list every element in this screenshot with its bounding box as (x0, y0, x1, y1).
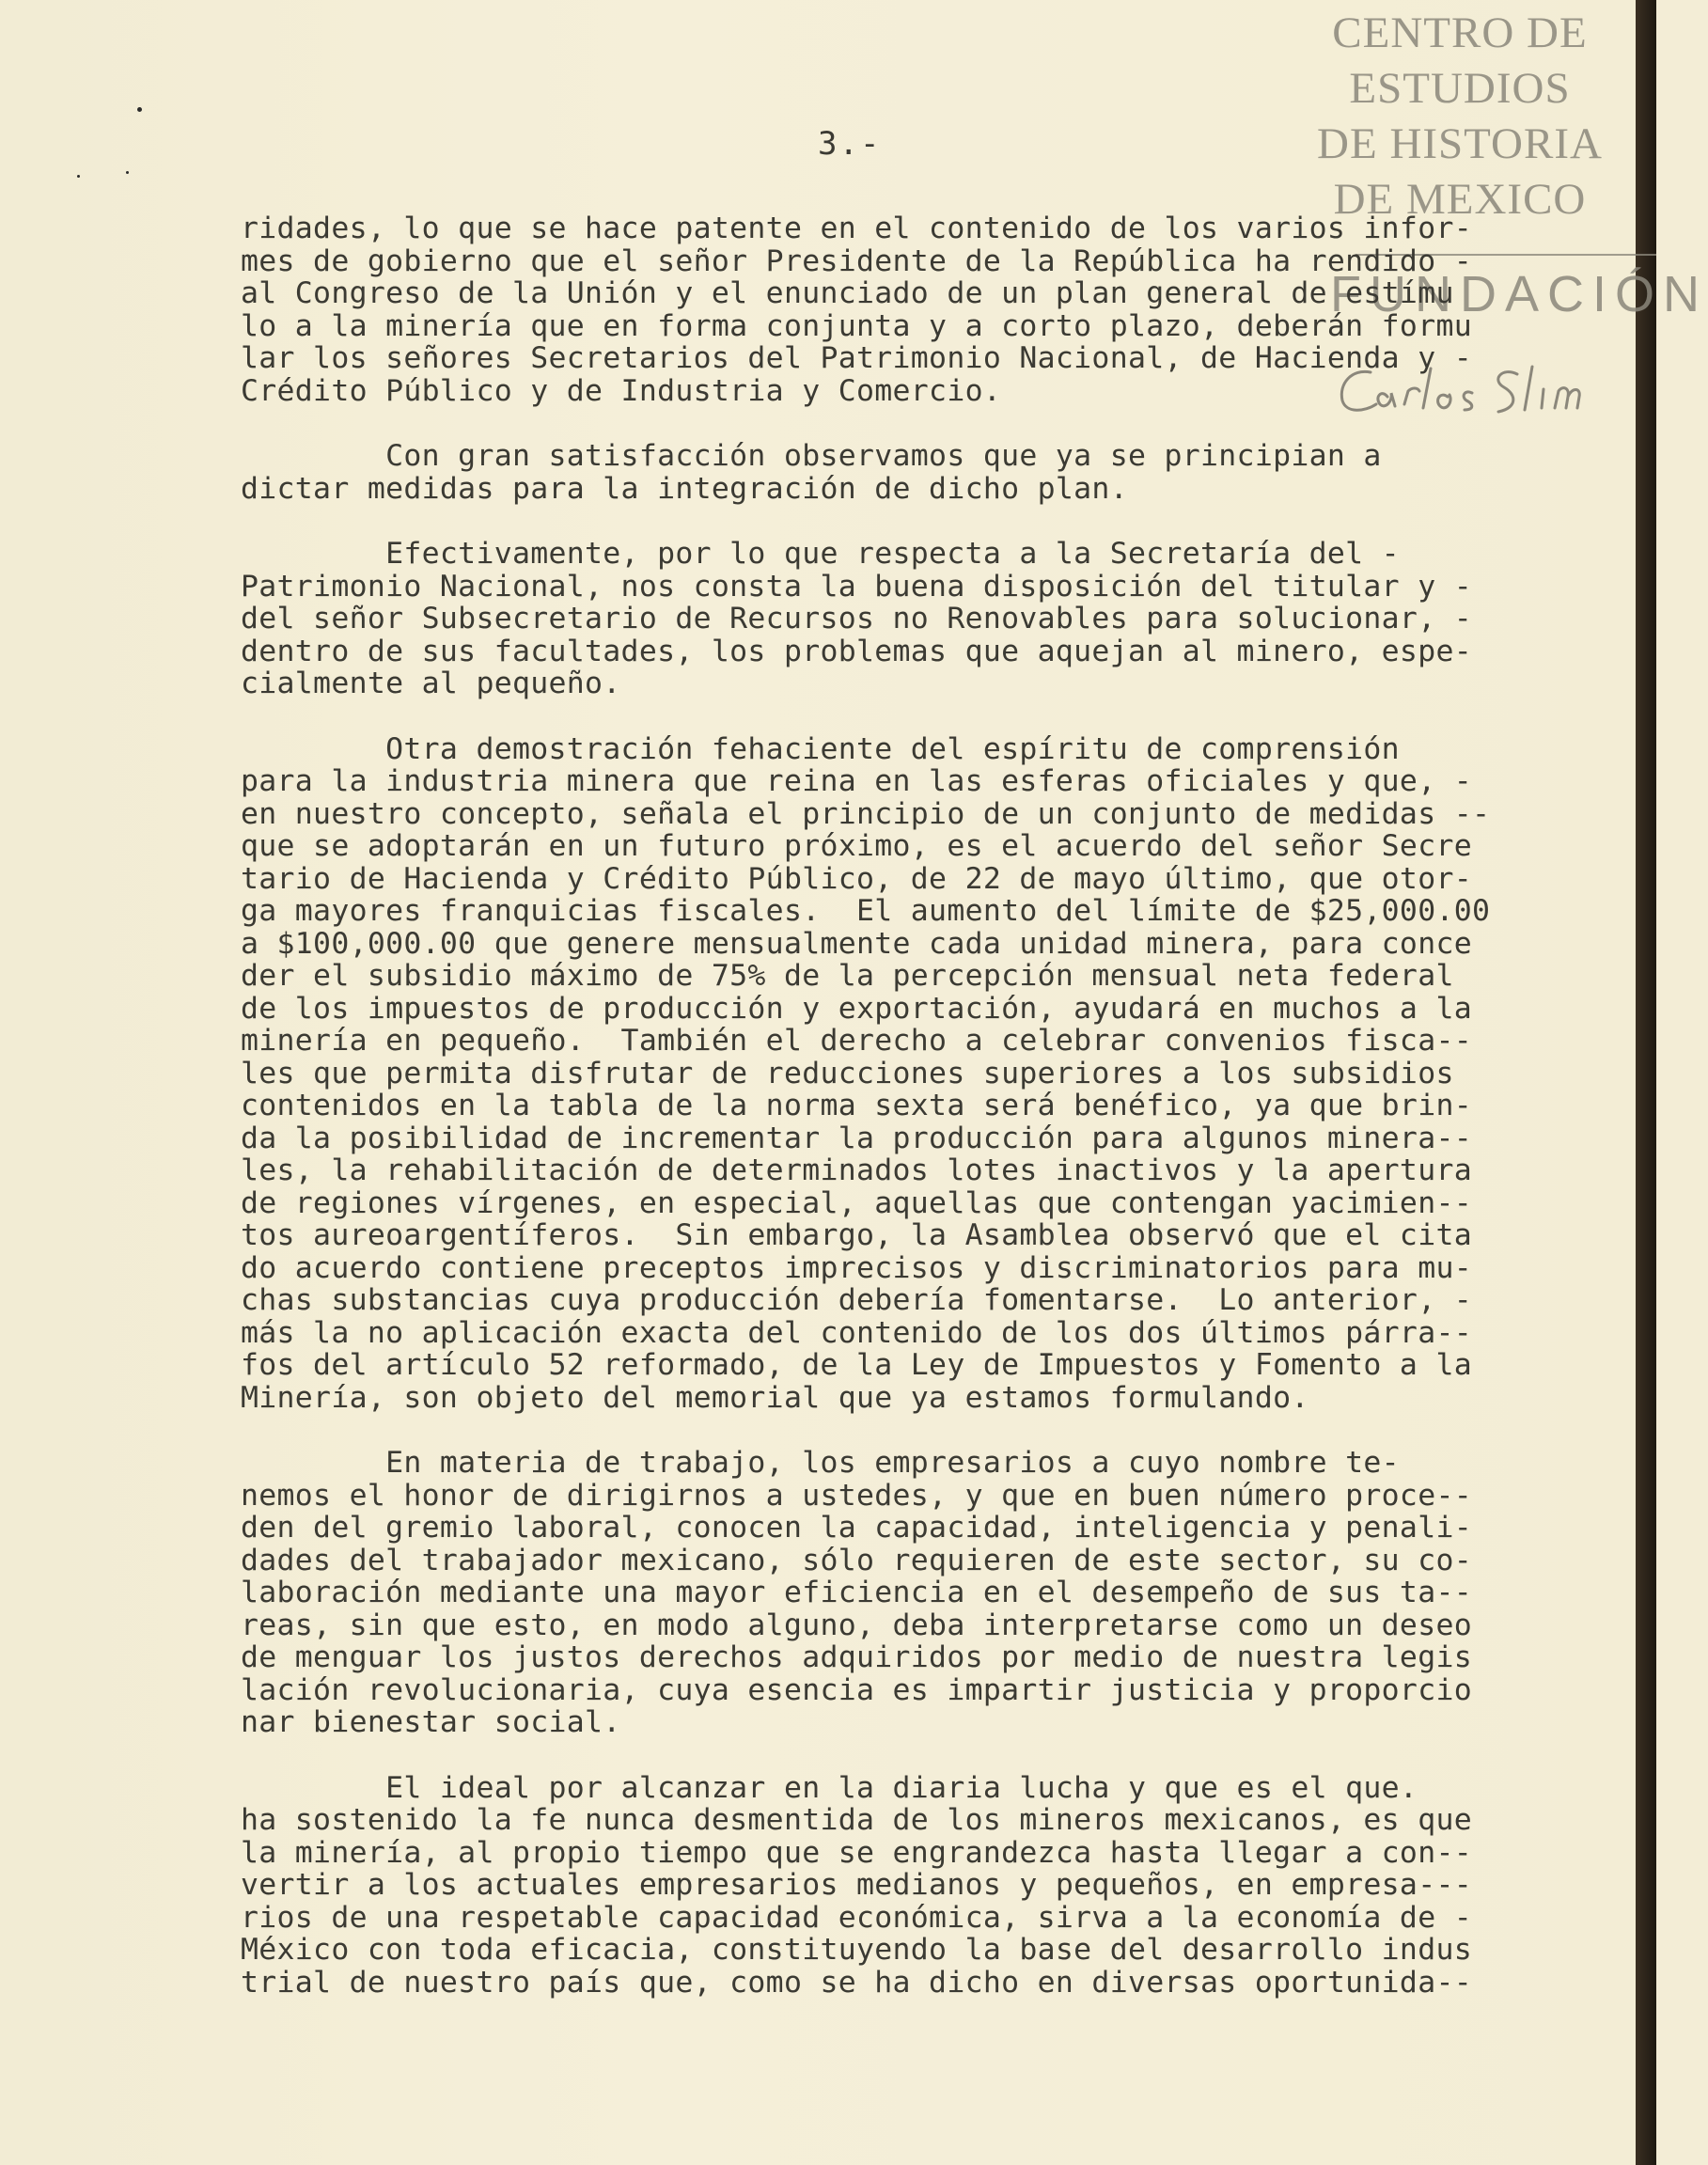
text-line: trial de nuestro país que, como se ha dicho en diversas oportunida-- (241, 1965, 1472, 2000)
text-line: lo a la minería que en forma conjunta y a corto plazo, deberán formu (241, 308, 1472, 343)
text-line: nar bienestar social. (241, 1705, 621, 1739)
text-line: de los impuestos de producción y exportación, ayudará en muchos a la (241, 991, 1472, 1026)
text-line: de menguar los justos derechos adquiridos por medio de nuestra legis (241, 1640, 1472, 1674)
text-line: para la industria minera que reina en las esferas oficiales y que, - (241, 764, 1472, 798)
archive-watermark (1290, 6, 1630, 227)
watermark-line: DE MEXICO (1333, 175, 1587, 224)
watermark-line: ESTUDIOS (1349, 64, 1571, 113)
text-line: dictar medidas para la integración de dicho plan. (241, 471, 1128, 506)
text-line: En materia de trabajo, los empresarios a cuyo nombre te- (241, 1446, 1400, 1480)
text-line: fos del artículo 52 reformado, de la Ley de Impuestos y Fomento a la (241, 1348, 1472, 1382)
watermark-line: DE HISTORIA (1317, 119, 1603, 168)
text-line: que se adoptarán en un futuro próximo, es el acuerdo del señor Secre (241, 829, 1472, 863)
text-line: rios de una respetable capacidad económica, sirva a la economía de - (241, 1900, 1472, 1935)
text-line: del señor Subsecretario de Recursos no Renovables para solucionar, - (241, 602, 1472, 635)
paragraph (241, 1772, 1557, 2000)
text-line: vertir a los actuales empresarios medianos y pequeños, en empresa--- (241, 1868, 1472, 1902)
ink-speck (137, 107, 142, 112)
text-line: laboración mediante una mayor eficiencia en el desempeño de sus ta-- (241, 1576, 1472, 1609)
text-line: en nuestro concepto, señala el principio de un conjunto de medidas -- (241, 796, 1491, 831)
text-line: reas, sin que esto, en modo alguno, deba interpretarse como un deseo (241, 1608, 1472, 1642)
text-line: den del gremio laboral, conocen la capacidad, inteligencia y penali- (241, 1511, 1472, 1545)
text-line: da la posibilidad de incrementar la producción para algunos minera-- (241, 1121, 1472, 1155)
text-line: lación revolucionaria, cuya esencia es impartir justicia y proporcio (241, 1672, 1472, 1707)
text-line: tos aureoargentíferos. Sin embargo, la Asamblea observó que el cita (241, 1218, 1472, 1252)
text-line: Con gran satisfacción observamos que ya se principian a (241, 439, 1382, 473)
text-line: dentro de sus facultades, los problemas que aquejan al minero, espe- (241, 634, 1472, 668)
text-line: lar los señores Secretarios del Patrimonio Nacional, de Hacienda y - (241, 341, 1472, 375)
text-line: Minería, son objeto del memorial que ya estamos formulando. (241, 1380, 1309, 1415)
text-line: ha sostenido la fe nunca desmentida de los mineros mexicanos, es que (241, 1803, 1472, 1837)
text-line: contenidos en la tabla de la norma sexta será benéfico, ya que brin- (241, 1089, 1472, 1122)
letter-body (241, 212, 1557, 1999)
text-line: Otra demostración fehaciente del espíritu de comprensión (241, 731, 1400, 766)
text-line: más la no aplicación exacta del contenido de los dos últimos párra-- (241, 1315, 1472, 1350)
text-line: de regiones vírgenes, en especial, aquellas que contengan yacimien-- (241, 1185, 1472, 1220)
scan-edge (1636, 0, 1656, 2165)
text-line: México con toda eficacia, constituyendo la base del desarrollo indus (241, 1933, 1472, 1967)
text-line: do acuerdo contiene preceptos imprecisos y discriminatorios para mu- (241, 1250, 1472, 1285)
text-line: cialmente al pequeño. (241, 667, 621, 700)
ink-speck (77, 175, 80, 178)
text-line: ridades, lo que se hace patente en el contenido de los varios infor- (241, 212, 1472, 245)
text-line: ga mayores franquicias fiscales. El aumento del límite de $25,000.00 (241, 894, 1491, 928)
text-line: minería en pequeño. También el derecho a celebrar convenios fisca-- (241, 1024, 1472, 1058)
text-line: a $100,000.00 que genere mensualmente cada unidad minera, para conce (241, 926, 1472, 961)
page-number: 3.- (818, 125, 882, 163)
text-line: dades del trabajador mexicano, sólo requieren de este sector, su co- (241, 1543, 1472, 1577)
watermark-line: CENTRO DE (1332, 8, 1588, 57)
text-line: El ideal por alcanzar en la diaria lucha y que es el que. (241, 1770, 1418, 1805)
text-line: Efectivamente, por lo que respecta a la Secretaría del - (241, 537, 1400, 571)
text-line: Crédito Público y de Industria y Comercio. (241, 373, 1002, 408)
text-line: al Congreso de la Unión y el enunciado de un plan general de estímu (241, 276, 1454, 310)
watermark-foundation: FUNDACIÓN (1330, 266, 1708, 322)
text-line: les que permita disfrutar de reducciones superiores a los subsidios (241, 1056, 1454, 1090)
paragraph (241, 538, 1557, 700)
paragraph (241, 212, 1557, 407)
paragraph (241, 440, 1557, 505)
text-line: der el subsidio máximo de 75% de la percepción mensual neta federal (241, 959, 1454, 993)
text-line: tario de Hacienda y Crédito Público, de 22 de mayo último, que otor- (241, 861, 1472, 896)
text-line: mes de gobierno que el señor Presidente de la República ha rendido - (241, 243, 1472, 278)
text-line: les, la rehabilitación de determinados lotes inactivos y la apertura (241, 1153, 1472, 1187)
paragraph (241, 1447, 1557, 1739)
paragraph (241, 733, 1557, 1415)
ink-speck (126, 171, 129, 174)
text-line: nemos el honor de dirigirnos a ustedes, y que en buen número proce-- (241, 1478, 1472, 1513)
text-line: chas substancias cuya producción debería fomentarse. Lo anterior, - (241, 1283, 1472, 1317)
text-line: la minería, al propio tiempo que se engrandezca hasta llegar a con-- (241, 1835, 1472, 1870)
text-line: Patrimonio Nacional, nos consta la buena disposición del titular y - (241, 569, 1472, 604)
